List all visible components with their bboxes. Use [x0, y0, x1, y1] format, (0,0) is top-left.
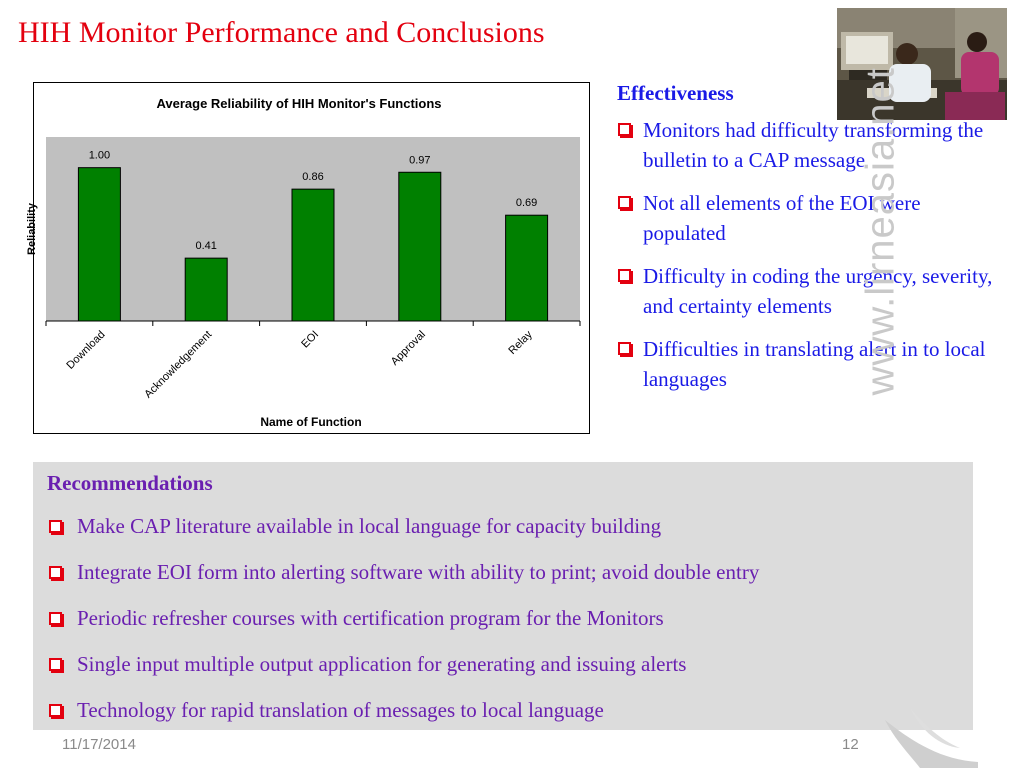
recommendations-heading: Recommendations	[47, 471, 213, 495]
checkbox-bullet-icon	[49, 520, 62, 533]
effectiveness-section	[617, 78, 1007, 407]
recommendations-panel	[33, 462, 973, 730]
y-axis-label: Reliability	[26, 203, 38, 255]
effectiveness-item-text: Difficulties in translating alert in to local languages	[643, 337, 986, 391]
bar-relay	[506, 215, 548, 321]
x-tick-label: Download	[64, 328, 108, 372]
effectiveness-item	[617, 115, 1007, 175]
effectiveness-item	[617, 334, 1007, 394]
effectiveness-item-text: Difficulty in coding the urgency, severity, and certainty elements	[643, 264, 993, 318]
recommendation-item	[47, 606, 973, 630]
chart-title: Average Reliability of HIH Monitor's Functions	[156, 96, 442, 111]
bar-approval	[399, 172, 441, 321]
data-label: 0.41	[195, 240, 217, 253]
checkbox-bullet-icon	[49, 704, 62, 717]
effectiveness-item-text: Monitors had difficulty transforming the bulletin to a CAP message	[643, 118, 984, 172]
data-label: 0.97	[409, 154, 431, 167]
bar-download	[78, 168, 120, 321]
checkbox-bullet-icon	[49, 658, 62, 671]
checkbox-bullet-icon	[49, 612, 62, 625]
swoosh-logo-icon	[880, 700, 980, 768]
checkbox-bullet-icon	[618, 342, 631, 355]
effectiveness-item-text: Not all elements of the EOI were populated	[643, 191, 921, 245]
checkbox-bullet-icon	[618, 123, 631, 136]
bar-eoi	[292, 189, 334, 321]
recommendation-item	[47, 514, 973, 538]
x-tick-label: Approval	[388, 328, 428, 368]
data-label: 0.69	[515, 197, 538, 210]
checkbox-bullet-icon	[618, 196, 631, 209]
page-number: 12	[842, 736, 859, 753]
checkbox-bullet-icon	[49, 566, 62, 579]
footer-date: 11/17/2014	[62, 736, 136, 753]
x-tick-label: Acknowledgement	[142, 328, 215, 401]
recommendation-text: Single input multiple output application for generating and issuing alerts	[77, 652, 687, 676]
watermark-url: www.lirneasia.net	[858, 67, 903, 396]
recommendation-text: Periodic refresher courses with certification program for the Monitors	[77, 606, 664, 630]
slide-title: HIH Monitor Performance and Conclusions	[18, 16, 545, 49]
bar-acknowledgement	[185, 258, 227, 321]
x-axis-label: Name of Function	[260, 415, 362, 429]
checkbox-bullet-icon	[618, 269, 631, 282]
recommendation-item	[47, 652, 973, 676]
x-tick-label: EOI	[299, 328, 322, 351]
chart-container	[26, 82, 590, 434]
data-label: 1.00	[88, 149, 111, 162]
bar-chart	[26, 83, 589, 433]
recommendation-text: Make CAP literature available in local language for capacity building	[77, 514, 662, 538]
effectiveness-item	[617, 188, 1007, 248]
recommendation-text: Technology for rapid translation of messages to local language	[77, 698, 604, 722]
recommendation-item	[47, 560, 973, 584]
recommendation-item	[47, 698, 973, 722]
recommendation-text: Integrate EOI form into alerting software with ability to print; avoid double entry	[77, 560, 760, 584]
effectiveness-heading: Effectiveness	[617, 81, 734, 105]
effectiveness-item	[617, 261, 1007, 321]
data-label: 0.86	[302, 171, 324, 184]
x-tick-label: Relay	[506, 328, 535, 358]
